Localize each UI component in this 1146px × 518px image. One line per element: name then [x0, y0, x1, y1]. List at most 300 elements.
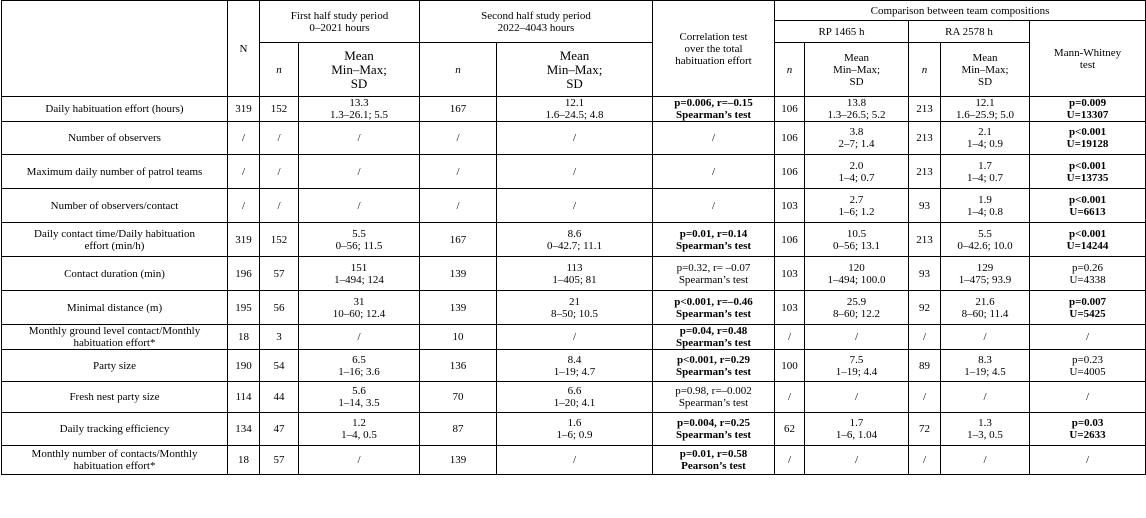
row-label-line: Number of observers [68, 132, 161, 144]
cell-mean-second-line: 8–50; 10.5 [550, 307, 599, 320]
header-mean-line: Min–Max; [331, 61, 387, 77]
cell-correlation [653, 291, 775, 325]
cell-mean-ra-line: 1.9 [978, 193, 992, 206]
table-row [2, 223, 1146, 257]
cell-mean-second [497, 257, 653, 291]
cell-mann-whitney-line: p<0.001 [1068, 193, 1107, 206]
cell-mean-second-line: 12.1 [564, 97, 585, 109]
cell-mean-rp [805, 382, 909, 413]
cell-correlation-line: Spearman’s test [675, 239, 752, 252]
cell-correlation-line: p=0.006, r=–0.15 [674, 97, 753, 109]
cell-mean-rp-line: 0–56; 13.1 [832, 239, 881, 252]
cell-mean-ra-line: 8.3 [978, 353, 992, 366]
row-label [2, 413, 228, 446]
cell-correlation-line: p=0.98, r=–0.002 [675, 385, 752, 397]
cell-mann-whitney-line: p<0.001 [1068, 126, 1107, 138]
cell-correlation-line: Spearman’s test [675, 365, 752, 378]
row-label [2, 325, 228, 350]
cell-mann-whitney [1030, 382, 1146, 413]
cell-correlation [653, 446, 775, 475]
cell-n-ra: 93 [909, 257, 941, 291]
cell-mean-ra [941, 155, 1030, 189]
table-row [2, 325, 1146, 350]
cell-mean-rp-line: 25.9 [846, 295, 867, 308]
header-empty-cell [2, 1, 228, 97]
header-ra: RA 2578 h [909, 21, 1030, 43]
cell-n-rp: 100 [775, 350, 805, 382]
cell-mean-ra-line: 1–475; 93.9 [958, 273, 1012, 286]
cell-mean-rp-line: / [854, 391, 859, 403]
row-label-line: habituation effort* [73, 337, 156, 349]
cell-mann-whitney [1030, 446, 1146, 475]
cell-mean-second [497, 155, 653, 189]
header-second-half-line: 2022–4043 hours [497, 21, 575, 34]
row-label-line: Maximum daily number of patrol teams [26, 165, 203, 178]
cell-n-ra: / [909, 325, 941, 350]
cell-mean-ra-line: / [983, 454, 987, 466]
cell-mean-rp [805, 350, 909, 382]
cell-mann-whitney-line: p=0.03 [1071, 417, 1104, 429]
cell-mean-ra [941, 350, 1030, 382]
cell-mean-rp-line: 13.8 [846, 97, 867, 109]
cell-n-ra: 213 [909, 122, 941, 155]
cell-mean-first-line: 1.2 [352, 417, 366, 429]
cell-n-second: 139 [420, 257, 497, 291]
header-mean-second [497, 43, 653, 97]
header-mean-line: SD [977, 75, 993, 88]
cell-mean-ra-line: 0–42.6; 10.0 [957, 239, 1013, 252]
header-correlation [653, 1, 775, 97]
cell-mann-whitney-line: U=4005 [1069, 365, 1106, 378]
cell-mean-rp-line: 2.0 [849, 159, 864, 172]
cell-mean-second-line: 1.6 [567, 417, 582, 429]
cell-mean-rp [805, 446, 909, 475]
cell-mean-second [497, 189, 653, 223]
cell-mann-whitney-line: p=0.007 [1068, 295, 1107, 308]
cell-n-first: 56 [260, 291, 299, 325]
cell-n-total: 134 [228, 413, 260, 446]
cell-correlation-line: / [711, 199, 716, 212]
cell-mean-ra-line: 1–4; 0.7 [966, 171, 1004, 184]
cell-mean-first-line: / [357, 165, 361, 178]
row-label-line: Number of observers/contact [50, 199, 179, 212]
cell-n-ra: 72 [909, 413, 941, 446]
cell-n-second: 70 [420, 382, 497, 413]
row-label-line: Contact duration (min) [64, 267, 165, 280]
cell-mean-second-line: / [572, 454, 577, 466]
cell-n-total: 319 [228, 223, 260, 257]
cell-correlation [653, 155, 775, 189]
cell-mean-second [497, 382, 653, 413]
cell-mean-first-line: 1.3–26.1; 5.5 [329, 109, 389, 121]
cell-mean-ra-line: 8–60; 11.4 [961, 307, 1009, 320]
cell-mean-first-line: 5.5 [352, 227, 366, 240]
cell-mean-ra [941, 382, 1030, 413]
cell-n-second: / [420, 122, 497, 155]
cell-mean-second-line: 8.6 [567, 227, 582, 240]
cell-mann-whitney [1030, 350, 1146, 382]
cell-mann-whitney [1030, 257, 1146, 291]
cell-mean-second-line: 1.6–24.5; 4.8 [545, 109, 604, 121]
cell-mean-second-line: 6.6 [567, 385, 582, 397]
cell-correlation [653, 257, 775, 291]
cell-mean-rp-line: / [854, 454, 859, 466]
row-label-line: Daily contact time/Daily habituation [34, 227, 195, 240]
cell-mean-first-line: / [357, 454, 361, 466]
cell-mean-first [299, 325, 420, 350]
header-second-half [420, 1, 653, 43]
cell-mean-ra-line: 2.1 [978, 126, 992, 138]
header-second-half-line: Second half study period [481, 9, 591, 22]
cell-n-rp: 103 [775, 189, 805, 223]
cell-n-second: 167 [420, 223, 497, 257]
cell-n-rp: 103 [775, 291, 805, 325]
table-body [2, 97, 1146, 475]
cell-mean-rp-line: 1–4; 0.7 [838, 171, 875, 184]
row-label-line: Monthly ground level contact/Monthly [28, 325, 201, 337]
cell-n-first: 57 [260, 446, 299, 475]
header-mean-line: SD [350, 75, 368, 91]
cell-n-total: 114 [228, 382, 260, 413]
cell-mann-whitney [1030, 223, 1146, 257]
cell-mean-ra-line: 1.6–25.9; 5.0 [955, 109, 1015, 121]
header-mean-rp [805, 43, 909, 97]
header-comparison: Comparison between team compositions [775, 1, 1146, 21]
cell-correlation [653, 223, 775, 257]
cell-mean-first [299, 350, 420, 382]
header-n-first: n [260, 43, 299, 97]
cell-mean-rp-line: 1.3–26.5; 5.2 [827, 109, 886, 121]
header-correlation-line: Correlation test [679, 30, 748, 43]
cell-mean-second-line: / [572, 165, 577, 178]
cell-mann-whitney-line: / [1085, 454, 1090, 466]
cell-mean-rp-line: 1–19; 4.4 [835, 365, 878, 378]
cell-mean-rp [805, 291, 909, 325]
cell-mean-first [299, 223, 420, 257]
cell-mean-ra-line: 1–3, 0.5 [967, 429, 1003, 441]
cell-mean-first-line: 151 [350, 261, 368, 274]
cell-mean-rp-line: 1.7 [849, 417, 864, 429]
header-mean-line: SD [566, 75, 583, 91]
row-label [2, 189, 228, 223]
cell-n-second: / [420, 189, 497, 223]
cell-mean-ra [941, 446, 1030, 475]
cell-correlation-line: p=0.004, r=0.25 [676, 417, 751, 429]
header-mean-line: Mean [344, 47, 374, 63]
cell-correlation-line: p=0.32, r= –0.07 [676, 261, 751, 274]
cell-mean-rp-line: 10.5 [846, 227, 867, 240]
cell-mean-ra [941, 291, 1030, 325]
cell-mean-first-line: / [357, 331, 361, 343]
cell-mean-ra [941, 97, 1030, 122]
cell-mean-ra-line: 1–19; 4.5 [964, 365, 1006, 378]
cell-mann-whitney-line: U=5425 [1069, 307, 1106, 320]
cell-mean-rp-line: 8–60; 12.2 [832, 307, 881, 320]
cell-mean-first-line: 1–16; 3.6 [338, 365, 380, 378]
cell-n-first: 152 [260, 97, 299, 122]
table-row [2, 382, 1146, 413]
header-mean-line: Min–Max; [961, 63, 1009, 76]
cell-mean-ra [941, 325, 1030, 350]
cell-correlation [653, 189, 775, 223]
cell-mean-rp-line: 1–6, 1.04 [835, 429, 878, 441]
cell-mean-ra-line: / [983, 331, 987, 343]
cell-mean-second-line: 1–19; 4.7 [553, 365, 596, 378]
cell-mean-ra-line: 21.6 [975, 295, 995, 308]
cell-mean-rp-line: / [854, 331, 859, 343]
header-mean-ra [941, 43, 1030, 97]
cell-mean-rp-line: 2.7 [849, 193, 864, 206]
cell-mann-whitney-line: p<0.001 [1068, 227, 1107, 240]
cell-n-ra: 93 [909, 189, 941, 223]
cell-correlation-line: Pearson’s test [681, 460, 746, 472]
cell-n-first: / [260, 189, 299, 223]
cell-correlation-line: Spearman’s test [675, 337, 752, 349]
cell-n-total: 18 [228, 325, 260, 350]
header-n-ra: n [909, 43, 941, 97]
cell-mean-first-line: 10–60; 12.4 [332, 307, 386, 320]
cell-mean-rp-line: 3.8 [849, 126, 864, 138]
row-label-line: Party size [92, 359, 137, 372]
cell-n-total: 18 [228, 446, 260, 475]
header-mann-whitney [1030, 21, 1146, 97]
cell-n-rp: / [775, 382, 805, 413]
row-label-line: Monthly number of contacts/Monthly [31, 448, 198, 460]
cell-mean-first [299, 122, 420, 155]
header-mean-line: Mean [972, 51, 998, 64]
cell-mean-first [299, 189, 420, 223]
cell-mean-second-line: 8.4 [567, 353, 582, 366]
header-n-total: N [228, 1, 260, 97]
cell-mann-whitney-line: p=0.23 [1072, 353, 1103, 366]
cell-n-rp: 103 [775, 257, 805, 291]
cell-mean-second-line: / [572, 199, 577, 212]
cell-n-ra: 213 [909, 97, 941, 122]
header-rp: RP 1465 h [775, 21, 909, 43]
cell-correlation [653, 382, 775, 413]
cell-n-total: 195 [228, 291, 260, 325]
cell-mean-ra-line: 1–4; 0.8 [966, 205, 1004, 218]
cell-correlation [653, 413, 775, 446]
cell-correlation [653, 350, 775, 382]
cell-mean-second [497, 446, 653, 475]
cell-mann-whitney-line: U=19128 [1066, 138, 1109, 150]
results-table [1, 0, 1146, 475]
cell-mean-first-line: 13.3 [349, 97, 369, 109]
cell-mean-rp [805, 155, 909, 189]
cell-mean-ra-line: 1.7 [978, 159, 992, 172]
cell-mann-whitney [1030, 325, 1146, 350]
cell-mann-whitney [1030, 97, 1146, 122]
cell-mean-ra-line: 12.1 [975, 97, 995, 109]
table-row [2, 97, 1146, 122]
cell-mean-ra [941, 413, 1030, 446]
cell-mean-rp [805, 189, 909, 223]
cell-mann-whitney-line: U=6613 [1069, 205, 1106, 218]
cell-n-rp: 106 [775, 155, 805, 189]
table-row [2, 189, 1146, 223]
cell-mean-second-line: / [572, 331, 577, 343]
cell-mean-rp [805, 223, 909, 257]
cell-mann-whitney-line: U=14244 [1066, 239, 1109, 252]
row-label-line: Daily tracking efficiency [59, 423, 170, 435]
cell-mean-first [299, 97, 420, 122]
cell-mean-first-line: 5.6 [352, 385, 366, 397]
cell-mean-first [299, 382, 420, 413]
cell-n-second: 139 [420, 291, 497, 325]
header-first-half-line: First half study period [290, 9, 389, 22]
cell-n-first: 47 [260, 413, 299, 446]
cell-mean-first-line: 0–56; 11.5 [335, 239, 383, 252]
cell-mean-ra [941, 257, 1030, 291]
cell-n-ra: / [909, 446, 941, 475]
cell-mean-ra [941, 223, 1030, 257]
header-mean-line: SD [849, 75, 864, 88]
cell-correlation-line: / [711, 165, 716, 178]
row-label-line: Daily habituation effort (hours) [45, 103, 184, 115]
cell-mean-first [299, 257, 420, 291]
cell-n-second: 10 [420, 325, 497, 350]
header-correlation-line: over the total [684, 42, 743, 55]
cell-n-first: / [260, 122, 299, 155]
row-label [2, 446, 228, 475]
cell-correlation-line: p<0.001, r=–0.46 [674, 295, 753, 308]
header-first-half [260, 1, 420, 43]
cell-correlation-line: Spearman’s test [678, 397, 749, 409]
cell-mean-first-line: 1–14, 3.5 [338, 397, 380, 409]
cell-mean-rp-line: 120 [848, 261, 865, 274]
row-label [2, 350, 228, 382]
cell-mean-second-line: 1–6; 0.9 [556, 429, 593, 441]
row-label-line: Fresh nest party size [69, 391, 160, 403]
cell-n-first: 44 [260, 382, 299, 413]
cell-n-rp: 62 [775, 413, 805, 446]
cell-mean-rp [805, 325, 909, 350]
row-label-line: habituation effort* [73, 460, 156, 472]
row-label [2, 257, 228, 291]
cell-correlation-line: p=0.04, r=0.48 [679, 325, 748, 337]
cell-mean-ra-line: / [983, 391, 987, 403]
cell-mann-whitney [1030, 155, 1146, 189]
cell-mean-rp-line: 1–494; 100.0 [827, 273, 886, 286]
cell-mean-first [299, 155, 420, 189]
header-correlation-line: habituation effort [675, 54, 752, 67]
cell-n-ra: 213 [909, 223, 941, 257]
row-label [2, 122, 228, 155]
table-row [2, 291, 1146, 325]
cell-mean-ra-line: 5.5 [978, 227, 992, 240]
cell-n-second: 139 [420, 446, 497, 475]
cell-correlation-line: p=0.01, r=0.58 [679, 448, 748, 460]
cell-mann-whitney [1030, 291, 1146, 325]
cell-mean-second-line: / [572, 132, 577, 144]
cell-mann-whitney-line: / [1085, 391, 1090, 403]
cell-mean-first-line: 31 [353, 295, 365, 308]
row-label [2, 97, 228, 122]
cell-mann-whitney-line: U=2633 [1069, 429, 1106, 441]
cell-mann-whitney [1030, 189, 1146, 223]
cell-mann-whitney-line: p=0.009 [1068, 97, 1107, 109]
cell-mean-ra-line: 1–4; 0.9 [966, 138, 1004, 150]
cell-mean-second [497, 97, 653, 122]
cell-n-rp: 106 [775, 223, 805, 257]
cell-correlation-line: / [711, 132, 716, 144]
cell-correlation [653, 325, 775, 350]
cell-mean-first-line: / [357, 199, 361, 212]
cell-mean-second [497, 413, 653, 446]
cell-n-rp: 106 [775, 97, 805, 122]
row-label [2, 382, 228, 413]
cell-mean-second [497, 325, 653, 350]
cell-n-total: 190 [228, 350, 260, 382]
cell-mean-second [497, 291, 653, 325]
header-mann-whitney-line: test [1079, 58, 1096, 71]
header-mean-line: Mean [559, 47, 590, 63]
cell-n-second: / [420, 155, 497, 189]
cell-n-total: 319 [228, 97, 260, 122]
cell-n-ra: 92 [909, 291, 941, 325]
table-row [2, 155, 1146, 189]
table-row [2, 122, 1146, 155]
table-row [2, 413, 1146, 446]
cell-mean-first [299, 446, 420, 475]
cell-correlation-line: Spearman’s test [675, 429, 752, 441]
cell-mean-rp-line: 7.5 [849, 353, 864, 366]
cell-correlation [653, 97, 775, 122]
cell-mean-ra [941, 122, 1030, 155]
cell-mean-second-line: 1–405; 81 [552, 273, 597, 286]
cell-n-ra: 89 [909, 350, 941, 382]
cell-n-second: 167 [420, 97, 497, 122]
cell-mean-first-line: / [357, 132, 361, 144]
cell-mean-second-line: 0–42.7; 11.1 [547, 239, 602, 252]
cell-correlation [653, 122, 775, 155]
cell-mann-whitney-line: / [1085, 331, 1090, 343]
cell-mean-rp-line: 1–6; 1.2 [838, 205, 875, 218]
cell-n-rp: / [775, 446, 805, 475]
cell-mean-rp [805, 413, 909, 446]
cell-mean-ra-line: 1.3 [978, 417, 992, 429]
header-n-second: n [420, 43, 497, 97]
cell-n-ra: 213 [909, 155, 941, 189]
cell-mean-ra-line: 129 [976, 261, 994, 274]
row-label [2, 155, 228, 189]
cell-mean-second [497, 350, 653, 382]
header-mean-line: Mean [843, 51, 870, 64]
cell-n-total: 196 [228, 257, 260, 291]
cell-n-rp: / [775, 325, 805, 350]
cell-mean-second-line: 113 [566, 261, 583, 274]
header-first-half-line: 0–2021 hours [309, 21, 370, 34]
cell-correlation-line: Spearman’s test [675, 109, 752, 121]
cell-mean-second-line: 21 [569, 295, 580, 308]
header-mean-first [299, 43, 420, 97]
cell-mean-first [299, 291, 420, 325]
cell-mean-second [497, 122, 653, 155]
cell-mann-whitney-line: p<0.001 [1068, 159, 1107, 172]
cell-mean-second-line: 1–20; 4.1 [553, 397, 596, 409]
table-row [2, 446, 1146, 475]
cell-mean-rp [805, 257, 909, 291]
cell-n-first: 54 [260, 350, 299, 382]
cell-n-ra: / [909, 382, 941, 413]
cell-mann-whitney-line: U=13735 [1066, 171, 1109, 184]
header-mean-line: Min–Max; [546, 61, 603, 77]
cell-n-total: / [228, 189, 260, 223]
row-label [2, 223, 228, 257]
cell-mean-rp [805, 97, 909, 122]
cell-correlation-line: p=0.01, r=0.14 [679, 227, 748, 240]
